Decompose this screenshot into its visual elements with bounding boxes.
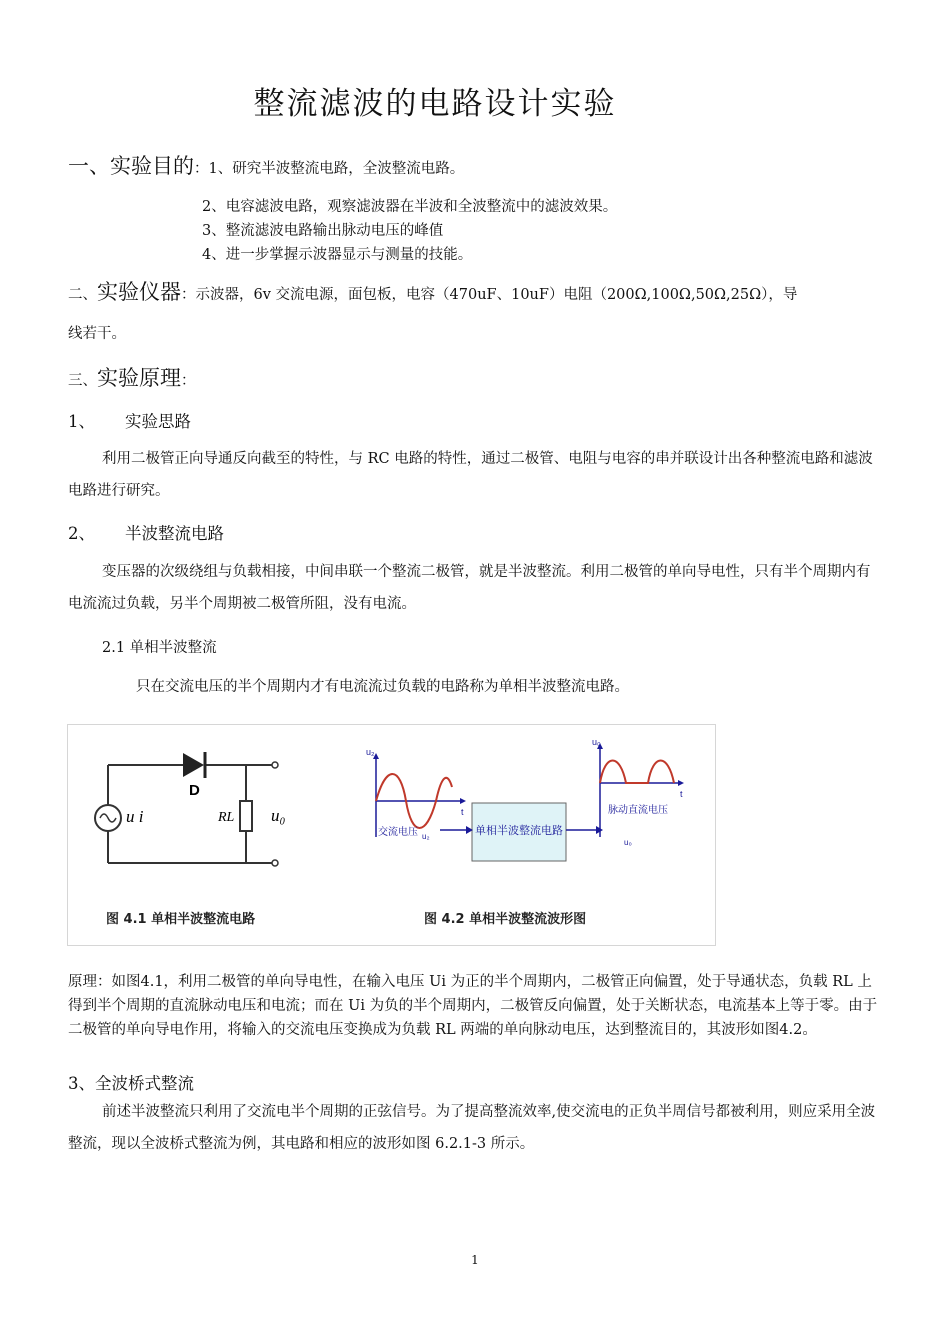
figure-4-2-caption: 图 4.2 单相半波整流波形图 — [424, 912, 587, 927]
objective-item: 1、研究半波整流电路，全波整流电路。 — [208, 161, 465, 177]
diode-label: D — [189, 782, 200, 799]
diode-symbol — [183, 752, 205, 778]
subsection-1-heading — [68, 408, 191, 432]
source-label: u i — [126, 807, 144, 826]
figure-drawing — [68, 725, 715, 945]
section-2-number: 二、 — [68, 287, 97, 303]
subsection-1-number: 1、 — [68, 412, 95, 431]
output-axis-label: u₀ — [592, 737, 601, 747]
input-axis-label: u₂ — [366, 747, 375, 757]
subsection-2-title: 半波整流电路 — [125, 524, 224, 543]
output-terminal-bottom — [272, 860, 278, 866]
input-caption: 交流电压 — [378, 827, 418, 838]
paragraph-full-wave: 前述半波整流只利用了交流电半个周期的正弦信号。为了提高整流效率,使交流电的正负半周信号都被利用，则应采用全波整流，现以全波桥式整流为例，其电路和相应的波形如图 6.2.1-3 所示。 — [68, 1104, 876, 1152]
output-rectified-wave — [600, 761, 674, 784]
subsection-1-title: 实验思路 — [125, 412, 191, 431]
paragraph-single-phase: 只在交流电压的半个周期内才有电流流过负载的电路称为单相半波整流电路。 — [136, 679, 629, 695]
figure-half-wave — [67, 724, 716, 946]
diode-triangle — [183, 753, 204, 777]
output-label: u₀ — [271, 806, 286, 825]
output-u-label: u₀ — [624, 838, 632, 847]
output-terminal-top — [272, 762, 278, 768]
section-3-heading: 实验原理 — [97, 366, 181, 390]
objective-item: 4、进一步掌握示波器显示与测量的技能。 — [202, 247, 473, 263]
output-t-label: t — [680, 789, 683, 799]
section-1-heading-row — [68, 150, 464, 180]
ac-source-symbol — [95, 805, 121, 831]
objective-item: 2、电容滤波电路，观察滤波器在半波和全波整流中的滤波效果。 — [202, 199, 618, 215]
subsection-2-1-heading: 2.1 单相半波整流 — [102, 640, 217, 656]
paragraph-idea: 利用二极管正向导通反向截至的特性，与 RC 电路的特性，通过二极管、电阻与电容的串并联设计出各种整流电路和滤波电路进行研究。 — [68, 451, 873, 499]
rectifier-block-label: 单相半波整流电路 — [475, 824, 563, 837]
paragraph-principle: 原理：如图4.1，利用二极管的单向导电性，在输入电压 Ui 为正的半个周期内，二极管正向偏置，处于导通状态，负载 RL 上得到半个周期的直流脉动电压和电流；而在 Ui 为负的半个周期内，二极管反向偏置，处于关断状态，电流基本上等于零。由于二极管的单向导电作用，将输入的交流电压变换成为负载 RL 两端的单向脉动电压，达到整流目的，其波形如图4.2。 — [68, 974, 878, 1038]
section-3-colon: ： — [181, 373, 196, 389]
section-2-heading: 实验仪器 — [97, 280, 181, 304]
input-u-label: u₂ — [422, 832, 430, 841]
section-3-heading-row — [68, 362, 196, 392]
page-number: 1 — [471, 1253, 479, 1267]
subsection-3-heading: 3、全波桥式整流 — [68, 1074, 194, 1093]
figure-4-1-caption: 图 4.1 单相半波整流电路 — [106, 912, 256, 927]
section-1-heading: 一、实验目的 — [68, 154, 194, 178]
input-t-label: t — [461, 807, 464, 817]
subsection-2-heading — [68, 520, 224, 544]
objective-item: 3、整流滤波电路输出脉动电压的峰值 — [202, 223, 444, 239]
resistor-label: RL — [218, 810, 235, 825]
section-1-colon: ： — [194, 161, 209, 177]
paragraph-half-wave: 变压器的次级绕组与负载相接，中间串联一个整流二极管，就是半波整流。利用二极管的单向导电性，只有半个周期内有电流流过负载，另半个周期被二极管所阻，没有电流。 — [68, 564, 871, 612]
section-3-number: 三、 — [68, 373, 97, 389]
document-title: 整流滤波的电路设计实验 — [253, 86, 617, 122]
input-waveform — [366, 747, 466, 841]
output-waveform — [592, 737, 684, 847]
subsection-2-number: 2、 — [68, 524, 95, 543]
section-2-heading-row — [68, 276, 797, 306]
section-2-text: ：示波器，6v 交流电源，面包板，电容（470uF、10uF）电阻（200Ω,100Ω,50Ω,25Ω），导 — [181, 287, 798, 303]
section-2-text-continued: 线若干。 — [68, 326, 126, 342]
resistor-symbol — [240, 801, 252, 831]
output-caption: 脉动直流电压 — [608, 805, 668, 816]
